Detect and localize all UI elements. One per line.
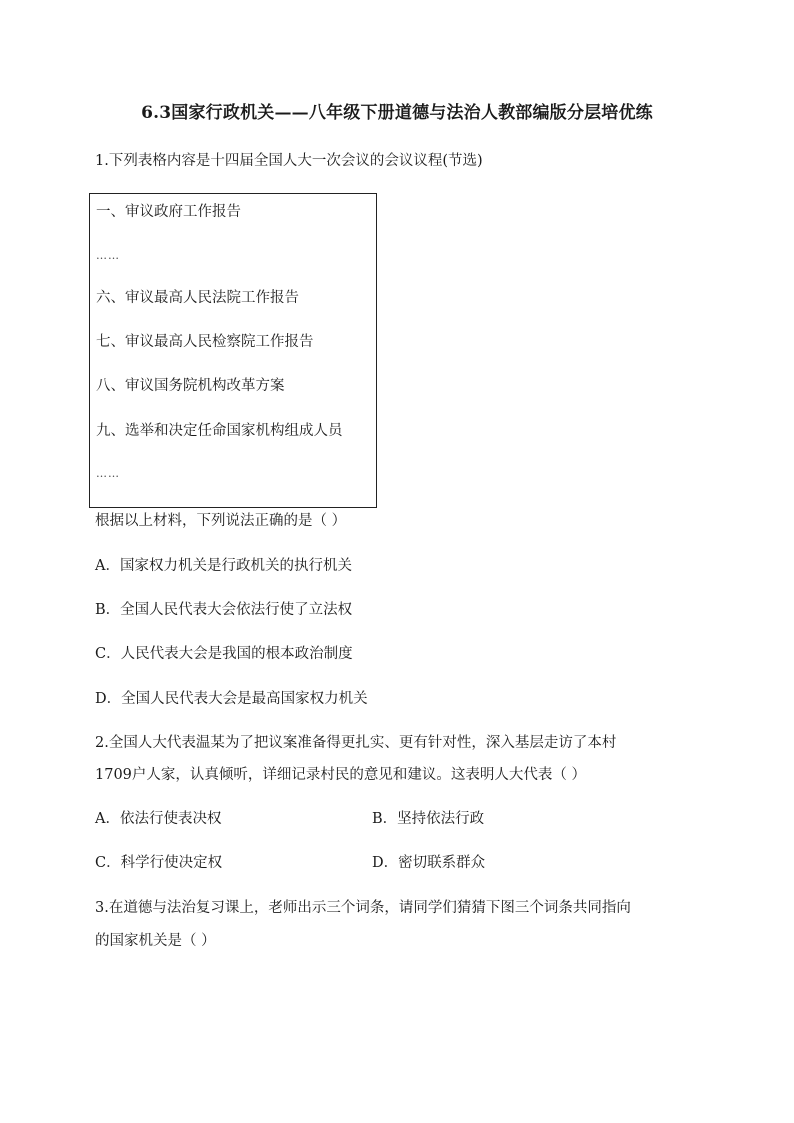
agenda-item: 九、选举和决定任命国家机构组成人员 xyxy=(96,423,343,439)
agenda-item: 六、审议最高人民法院工作报告 xyxy=(96,290,299,306)
q1-stem: 1.下列表格内容是十四届全国人大一次会议的会议议程(节选) xyxy=(95,153,483,169)
q3-stem-line1: 3.在道德与法治复习课上，老师出示三个词条，请同学们猜猜下图三个词条共同指向 xyxy=(95,900,631,916)
q2-option-d[interactable]: D．密切联系群众 xyxy=(372,855,486,871)
q1-option-d[interactable]: D．全国人民代表大会是最高国家权力机关 xyxy=(95,691,368,707)
page-title: 6.3国家行政机关——八年级下册道德与法治人教部编版分层培优练 xyxy=(141,103,653,123)
agenda-item: 一、审议政府工作报告 xyxy=(96,204,241,220)
agenda-item: 七、审议最高人民检察院工作报告 xyxy=(96,334,314,350)
q2-stem-line1: 2.全国人大代表温某为了把议案准备得更扎实、更有针对性，深入基层走访了本村 xyxy=(95,735,617,751)
agenda-table xyxy=(89,193,377,508)
agenda-ellipsis: …… xyxy=(96,467,120,480)
q1-option-b[interactable]: B．全国人民代表大会依法行使了立法权 xyxy=(95,602,353,618)
q2-option-a[interactable]: A．依法行使表决权 xyxy=(95,811,222,827)
q1-question: 根据以上材料，下列说法正确的是（ ） xyxy=(95,513,347,529)
q1-option-c[interactable]: C．人民代表大会是我国的根本政治制度 xyxy=(95,646,353,662)
agenda-ellipsis: …… xyxy=(96,249,120,262)
q3-stem-line2: 的国家机关是（ ） xyxy=(95,933,216,949)
q1-option-a[interactable]: A．国家权力机关是行政机关的执行机关 xyxy=(95,558,352,574)
q2-option-c[interactable]: C．科学行使决定权 xyxy=(95,855,223,871)
agenda-item: 八、审议国务院机构改革方案 xyxy=(96,378,285,394)
q2-stem-line2: 1709户人家，认真倾听，详细记录村民的意见和建议。这表明人大代表（ ） xyxy=(95,767,587,783)
q2-option-b[interactable]: B．坚持依法行政 xyxy=(372,811,485,827)
